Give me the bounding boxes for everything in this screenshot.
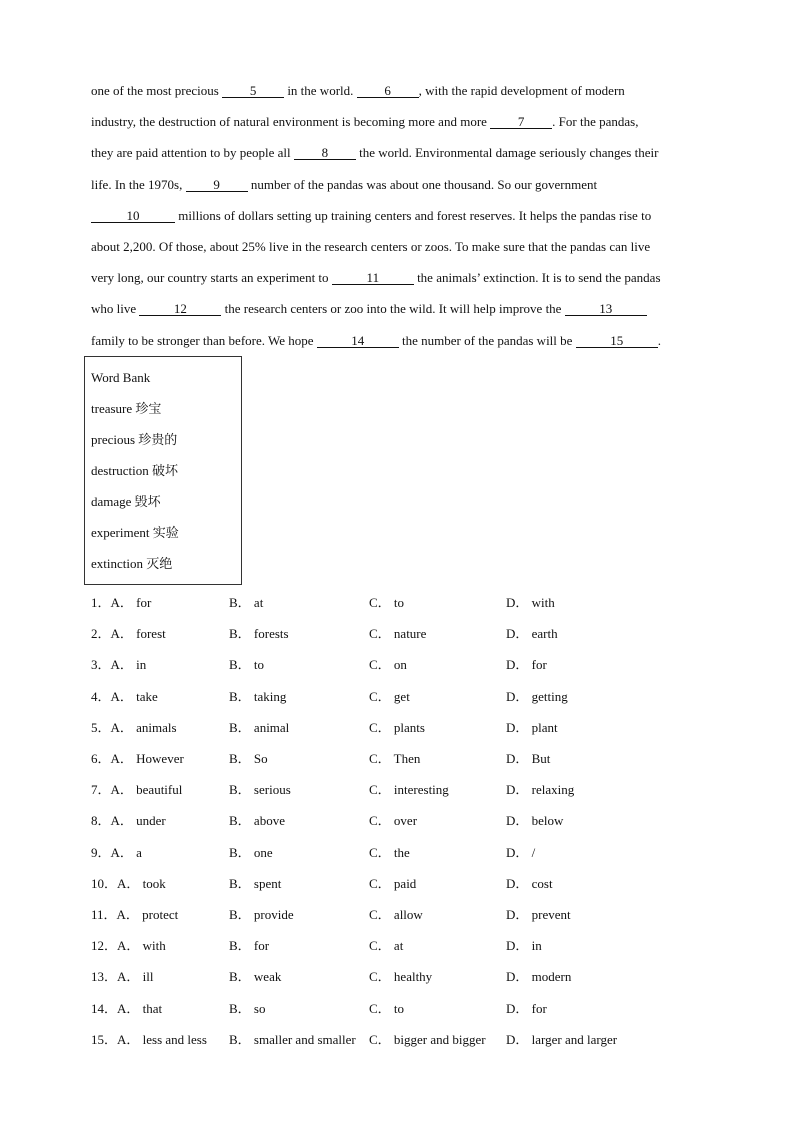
word-bank-item: damage 毁坏 (91, 494, 161, 509)
option-b[interactable]: B． to (229, 657, 265, 673)
option-c[interactable]: C． allow (369, 907, 423, 922)
passage-text: one of the most precious (91, 83, 223, 98)
option-a[interactable]: A． forest (110, 626, 166, 642)
passage-text: very long, our country starts an experiment to (91, 270, 332, 286)
option-d[interactable]: D． for (506, 1000, 547, 1016)
passage-text: family to be stronger than before. We hope (91, 332, 317, 348)
option-d[interactable]: D． But (506, 751, 551, 766)
question-1-number-and-option-a (91, 595, 151, 611)
question-number: 14． (91, 1000, 118, 1016)
option-a[interactable]: A． ill (117, 969, 154, 985)
passage-text: the number of the pandas will be (398, 332, 576, 348)
option-d[interactable]: D． earth (506, 626, 558, 642)
option-a[interactable]: A． protect (116, 907, 179, 922)
option-a[interactable]: A． a (110, 844, 142, 860)
blank-9: 9 (186, 178, 248, 192)
option-d[interactable]: D． getting (506, 688, 568, 704)
question-15-number-and-option-a (91, 1032, 207, 1048)
question-number: 15． (91, 1031, 118, 1047)
passage-line (91, 177, 597, 193)
blank-5: 5 (222, 84, 284, 98)
passage-text: , with the rapid development of modern (418, 83, 625, 98)
option-b[interactable]: B． animal (229, 719, 290, 735)
passage-text: industry, the destruction of natural environment is becoming more and more (91, 114, 491, 130)
passage-text: they are paid attention to by people all (91, 145, 294, 161)
question-10-number-and-option-a (91, 876, 166, 892)
question-number: 13． (91, 969, 118, 985)
option-d[interactable]: D． below (506, 813, 564, 829)
option-c[interactable]: C． bigger and bigger (369, 1031, 486, 1047)
option-c[interactable]: C． healthy (369, 969, 433, 985)
option-b[interactable]: B． so (229, 1000, 266, 1016)
option-b[interactable]: B． spent (229, 875, 282, 891)
option-b[interactable]: B． one (229, 844, 273, 860)
passage-text: who live (91, 301, 140, 317)
question-9-number-and-option-a (91, 845, 142, 861)
passage-line (91, 333, 661, 349)
blank-11: 11 (332, 271, 414, 285)
option-c[interactable]: C． get (369, 688, 410, 704)
passage-text: in the world. (284, 83, 357, 98)
question-4-number-and-option-a (91, 689, 158, 705)
passage-text: number of the pandas was about one thousand. So our government (247, 176, 598, 192)
option-b[interactable]: B． weak (229, 969, 282, 985)
word-bank-box (84, 356, 242, 585)
option-b[interactable]: B． serious (229, 782, 291, 798)
option-a[interactable]: A． took (117, 875, 166, 891)
option-c[interactable]: C． to (369, 595, 405, 610)
word-bank-item: treasure 珍宝 (91, 401, 162, 416)
passage-line (91, 239, 650, 255)
option-d[interactable]: D． modern (506, 969, 572, 985)
word-bank-item: destruction 破坏 (91, 463, 179, 478)
question-number: 4． (91, 688, 111, 704)
option-d[interactable]: D． for (506, 657, 547, 673)
passage-text: the animals’ extinction. It is to send the pandas (413, 270, 661, 286)
question-7-number-and-option-a (91, 782, 182, 798)
question-6-number-and-option-a (91, 751, 184, 767)
question-11-number-and-option-a (91, 907, 178, 923)
question-number: 12． (91, 938, 118, 954)
option-d[interactable]: D． cost (506, 875, 553, 891)
option-c[interactable]: C． paid (369, 875, 417, 891)
question-13-number-and-option-a (91, 969, 154, 985)
option-d[interactable]: D． relaxing (506, 782, 575, 798)
question-number: 2． (91, 626, 111, 642)
question-number: 6． (91, 751, 111, 766)
option-a[interactable]: A． take (110, 688, 158, 704)
option-c[interactable]: C． interesting (369, 782, 449, 798)
passage-text: the world. Environmental damage seriously changes their (355, 145, 659, 161)
option-b[interactable]: B． at (229, 595, 264, 610)
option-c[interactable]: C． on (369, 657, 407, 673)
option-a[interactable]: A． animals (110, 719, 177, 735)
blank-12: 12 (139, 302, 221, 316)
question-number: 10． (91, 875, 118, 891)
passage-line (91, 270, 661, 286)
question-number: 9． (91, 844, 111, 860)
question-3-number-and-option-a (91, 657, 146, 673)
option-c[interactable]: C． plants (369, 719, 425, 735)
passage-line (91, 301, 647, 317)
option-c[interactable]: C． at (369, 938, 404, 954)
option-d[interactable]: D． in (506, 938, 542, 954)
option-a[interactable]: A． However (110, 751, 184, 766)
option-b[interactable]: B． taking (229, 688, 287, 704)
option-a[interactable]: A． beautiful (110, 782, 183, 798)
option-a[interactable]: A． that (117, 1000, 163, 1016)
option-b[interactable]: B． forests (229, 626, 289, 642)
blank-8: 8 (294, 146, 356, 160)
word-bank-title: Word Bank (91, 370, 151, 385)
blank-10: 10 (91, 209, 175, 223)
option-d[interactable]: D． with (506, 595, 555, 610)
passage-text: about 2,200. Of those, about 25% live in the research centers or zoos. To make sure that the pandas can live (91, 239, 651, 254)
passage-line (91, 83, 625, 99)
option-a[interactable]: A． less and less (117, 1031, 207, 1047)
blank-13: 13 (565, 302, 647, 316)
passage-line (91, 208, 651, 224)
blank-15: 15 (576, 334, 658, 348)
question-5-number-and-option-a (91, 720, 177, 736)
option-b[interactable]: B． smaller and smaller (229, 1031, 356, 1047)
passage-text: life. In the 1970s, (91, 176, 186, 192)
option-b[interactable]: B． So (229, 751, 268, 766)
question-number: 5． (91, 719, 111, 735)
question-number: 8． (91, 813, 111, 829)
word-bank-item: experiment 实验 (91, 525, 179, 540)
passage-text: . For the pandas, (552, 114, 639, 130)
question-2-number-and-option-a (91, 626, 166, 642)
question-number: 11． (91, 907, 117, 922)
option-a[interactable]: A． in (110, 657, 147, 673)
passage-text: the research centers or zoo into the wild. It will help improve the (221, 301, 565, 317)
option-d[interactable]: D． plant (506, 719, 558, 735)
option-c[interactable]: C． to (369, 1000, 405, 1016)
word-bank-item: extinction 灭绝 (91, 556, 173, 571)
question-14-number-and-option-a (91, 1001, 162, 1017)
question-number: 3． (91, 657, 111, 673)
option-b[interactable]: B． above (229, 813, 285, 829)
option-a[interactable]: A． with (117, 938, 166, 954)
option-d[interactable]: D． / (506, 844, 536, 860)
option-b[interactable]: B． provide (229, 907, 294, 922)
blank-7: 7 (490, 115, 552, 129)
option-c[interactable]: C． Then (369, 751, 421, 766)
option-c[interactable]: C． over (369, 813, 418, 829)
passage-line (91, 145, 658, 161)
question-12-number-and-option-a (91, 938, 166, 954)
option-d[interactable]: D． prevent (506, 907, 571, 922)
blank-14: 14 (317, 334, 399, 348)
question-8-number-and-option-a (91, 813, 166, 829)
option-c[interactable]: C． the (369, 844, 410, 860)
option-a[interactable]: A． under (110, 813, 166, 829)
word-bank-item: precious 珍贵的 (91, 432, 178, 447)
question-number: 1． (91, 595, 111, 610)
option-c[interactable]: C． nature (369, 626, 427, 642)
option-a[interactable]: A． for (110, 595, 152, 610)
passage-text: . (657, 332, 661, 348)
option-b[interactable]: B． for (229, 938, 270, 954)
passage-text: millions of dollars setting up training centers and forest reserves. It helps the pandas rise to (175, 207, 652, 223)
question-number: 7． (91, 782, 111, 798)
passage-line (91, 114, 638, 130)
blank-6: 6 (357, 84, 419, 98)
option-d[interactable]: D． larger and larger (506, 1031, 618, 1047)
